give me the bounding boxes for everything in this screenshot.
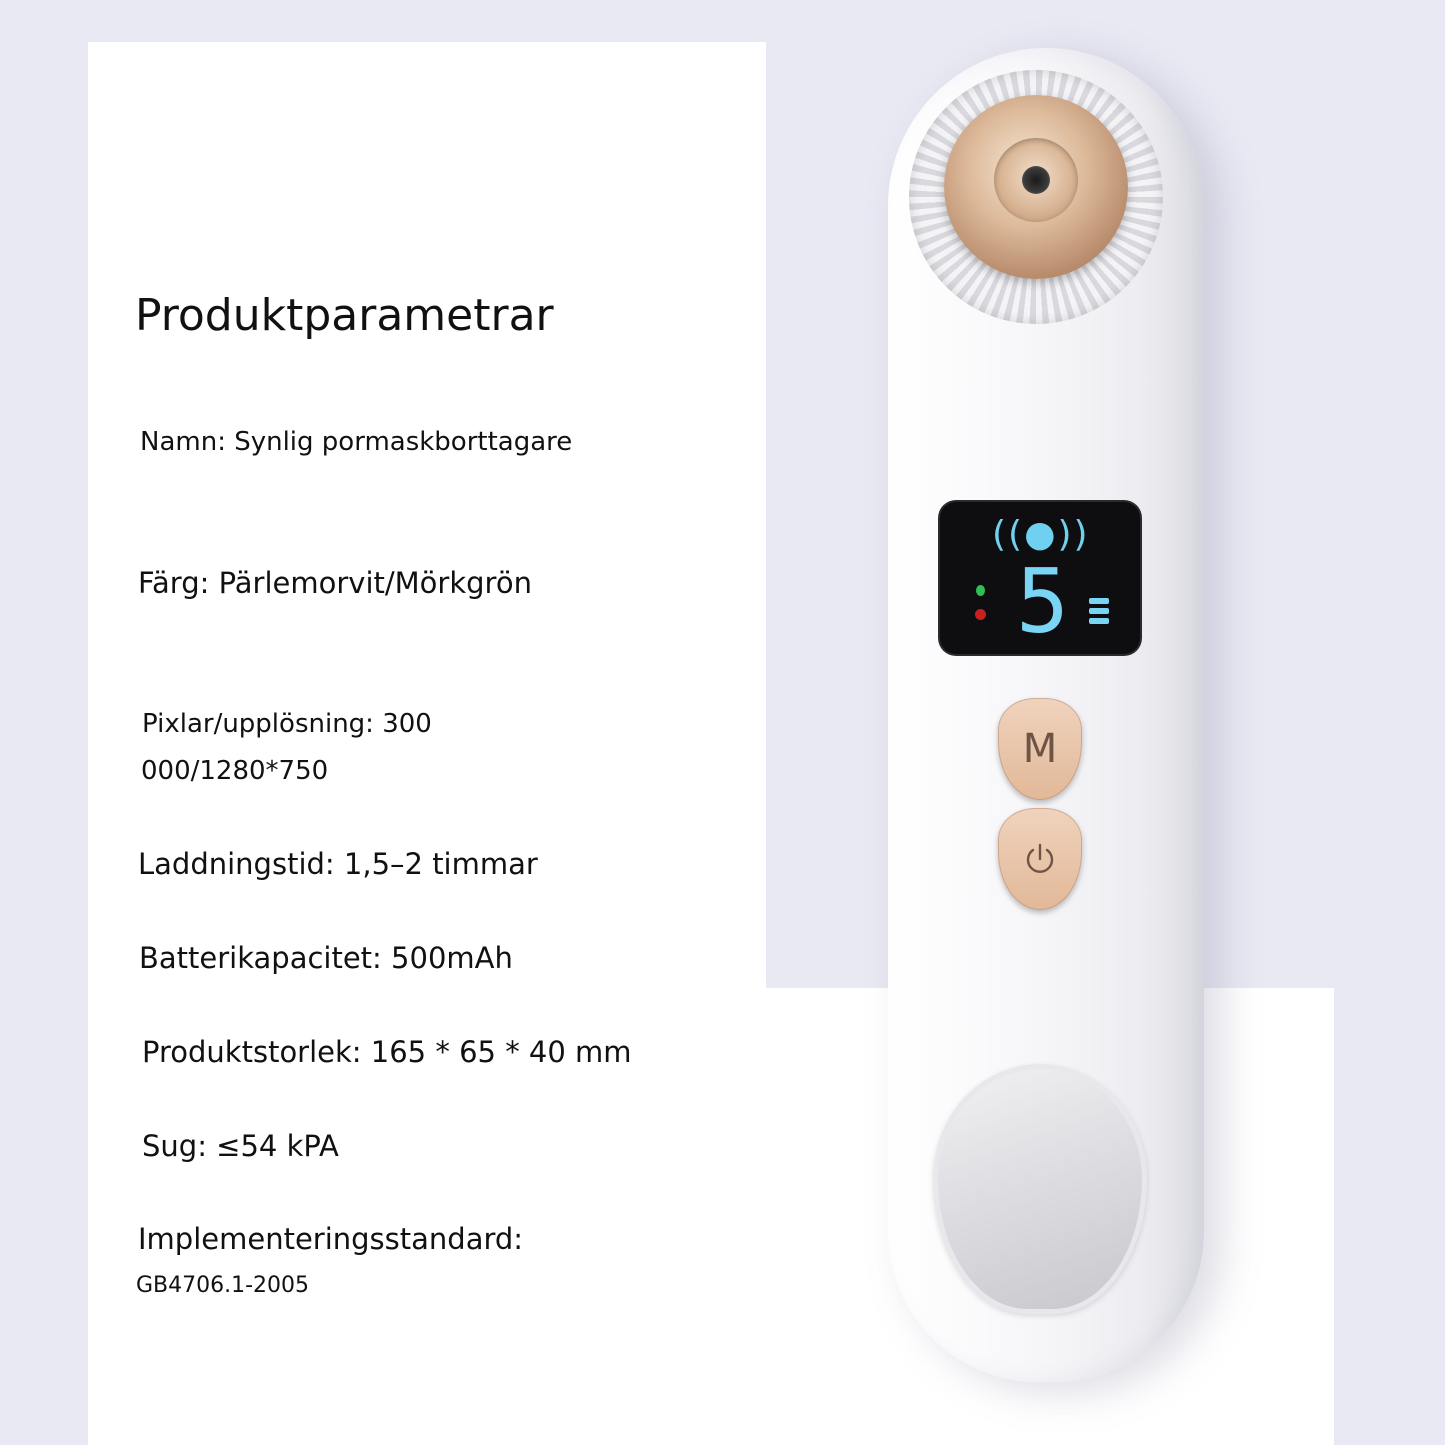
spec-standard-label: Implementeringsstandard:: [138, 1222, 524, 1256]
vibration-waves-icon: ((●)): [992, 514, 1090, 555]
battery-level-icon: [1089, 598, 1109, 628]
spec-suction: Sug: ≤54 kPA: [142, 1129, 339, 1163]
spec-name: Namn: Synlig pormaskborttagare: [140, 427, 573, 457]
spec-resolution-line1: Pixlar/upplösning: 300: [142, 709, 432, 739]
spec-charge-time: Laddningstid: 1,5–2 timmar: [138, 847, 538, 881]
spec-battery: Batterikapacitet: 500mAh: [139, 941, 513, 975]
mode-button[interactable]: M: [998, 698, 1082, 800]
display-level-digit: 5: [1016, 550, 1069, 653]
spec-color: Färg: Pärlemorvit/Mörkgrön: [138, 566, 532, 600]
spec-resolution-line2: 000/1280*750: [141, 756, 329, 786]
spec-size: Produktstorlek: 165 * 65 * 40 mm: [142, 1035, 632, 1069]
camera-lens-icon: [1022, 166, 1050, 194]
green-indicator-icon: [976, 585, 985, 596]
heating-pad: [933, 1064, 1147, 1314]
red-indicator-icon: [975, 609, 986, 620]
power-icon: [1021, 840, 1059, 878]
page-title: Produktparametrar: [135, 290, 554, 341]
spec-standard-value: GB4706.1-2005: [136, 1273, 310, 1298]
